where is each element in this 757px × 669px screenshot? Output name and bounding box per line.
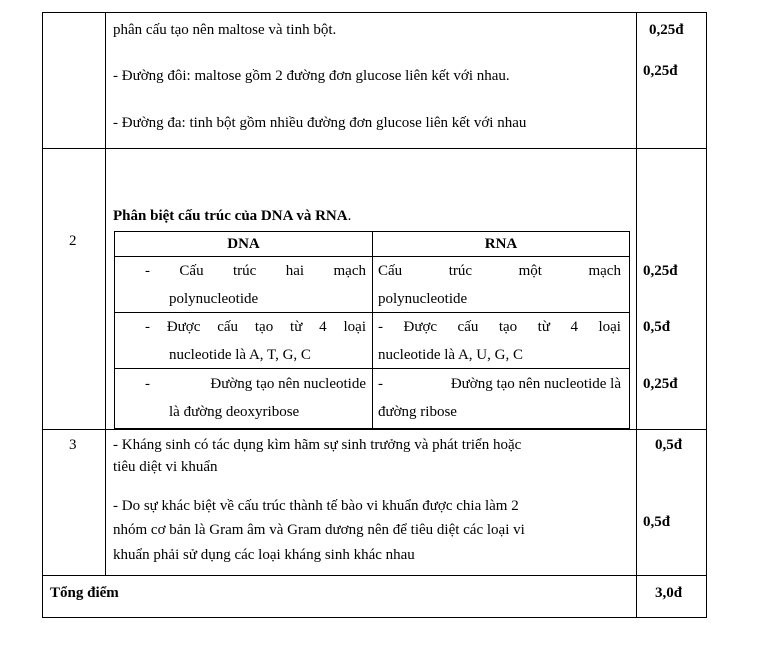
- row2-score-3: 0,25đ: [643, 376, 678, 392]
- row3-para1-line1: - Kháng sinh có tác dụng kìm hãm sự sinh trưởng và phát triển hoặc: [113, 437, 522, 453]
- row2-score-1: 0,25đ: [643, 263, 678, 279]
- rna-row2-line1: - Được cấu tạo từ 4 loại: [378, 319, 621, 335]
- table-border-right: [706, 12, 707, 618]
- column-divider-score: [636, 12, 637, 618]
- row-divider-2: [42, 429, 707, 430]
- row3-para1-line2: tiêu diệt vi khuẩn: [113, 459, 218, 475]
- dna-row1-line1: - Cấu trúc hai mạch: [145, 263, 366, 279]
- inner-header-divider: [114, 256, 630, 257]
- total-label: Tổng điểm: [50, 585, 119, 601]
- table-border-left: [42, 12, 43, 618]
- table-border-bottom: [42, 617, 707, 618]
- row1-line-2: - Đường đôi: maltose gồm 2 đường đơn glucose liên kết với nhau.: [113, 68, 510, 84]
- row-divider-3: [42, 575, 707, 576]
- total-score: 3,0đ: [655, 585, 683, 601]
- row2-heading-bold: Phân biệt cấu trúc của DNA và RNA: [113, 208, 348, 224]
- rna-row3-line2: đường ribose: [378, 404, 457, 420]
- row-divider-1: [42, 148, 707, 149]
- inner-table-left: [114, 231, 115, 429]
- inner-row-divider-2: [114, 368, 630, 369]
- rna-row1-line1: Cấu trúc một mạch: [378, 263, 621, 279]
- column-divider-number: [105, 12, 106, 575]
- dna-row3-line1: - Đường tạo nên nucleotide: [145, 376, 366, 392]
- row1-score-1: 0,25đ: [649, 22, 684, 38]
- inner-row-divider-1: [114, 312, 630, 313]
- rna-row2-line2: nucleotide là A, U, G, C: [378, 347, 523, 363]
- row3-para2-line2: nhóm cơ bản là Gram âm và Gram dương nên để tiêu diệt các loại vi: [113, 522, 525, 538]
- row2-heading: [113, 207, 351, 225]
- row1-line-1: phân cấu tạo nên maltose và tinh bột.: [113, 22, 337, 38]
- dna-row2-line1: - Được cấu tạo từ 4 loại: [145, 319, 366, 335]
- row2-number: 2: [69, 233, 77, 249]
- row3-para2-line3: khuẩn phải sử dụng các loại kháng sinh khác nhau: [113, 547, 415, 563]
- inner-table-right: [629, 231, 630, 429]
- rna-row3-line1: - Đường tạo nên nucleotide là: [378, 376, 621, 392]
- row2-heading-tail: .: [347, 208, 352, 224]
- rna-row1-line2: polynucleotide: [378, 291, 468, 307]
- row3-para2-line1: - Do sự khác biệt về cấu trúc thành tế bào vi khuẩn được chia làm 2: [113, 498, 519, 514]
- dna-row1-line2: polynucleotide: [169, 291, 259, 307]
- inner-table-bottom: [114, 428, 630, 429]
- row2-score-2: 0,5đ: [643, 319, 671, 335]
- row3-score-2: 0,5đ: [643, 514, 671, 530]
- inner-table-middle: [372, 231, 373, 429]
- row3-score-1: 0,5đ: [655, 437, 683, 453]
- row1-line-3: - Đường đa: tinh bột gồm nhiều đường đơn glucose liên kết với nhau: [113, 115, 527, 131]
- dna-row2-line2: nucleotide là A, T, G, C: [169, 347, 311, 363]
- header-rna: RNA: [484, 236, 518, 252]
- row3-number: 3: [69, 437, 77, 453]
- header-dna: DNA: [227, 236, 260, 252]
- table-border-top: [42, 12, 707, 13]
- dna-row3-line2: là đường deoxyribose: [169, 404, 300, 420]
- row1-score-2: 0,25đ: [643, 63, 678, 79]
